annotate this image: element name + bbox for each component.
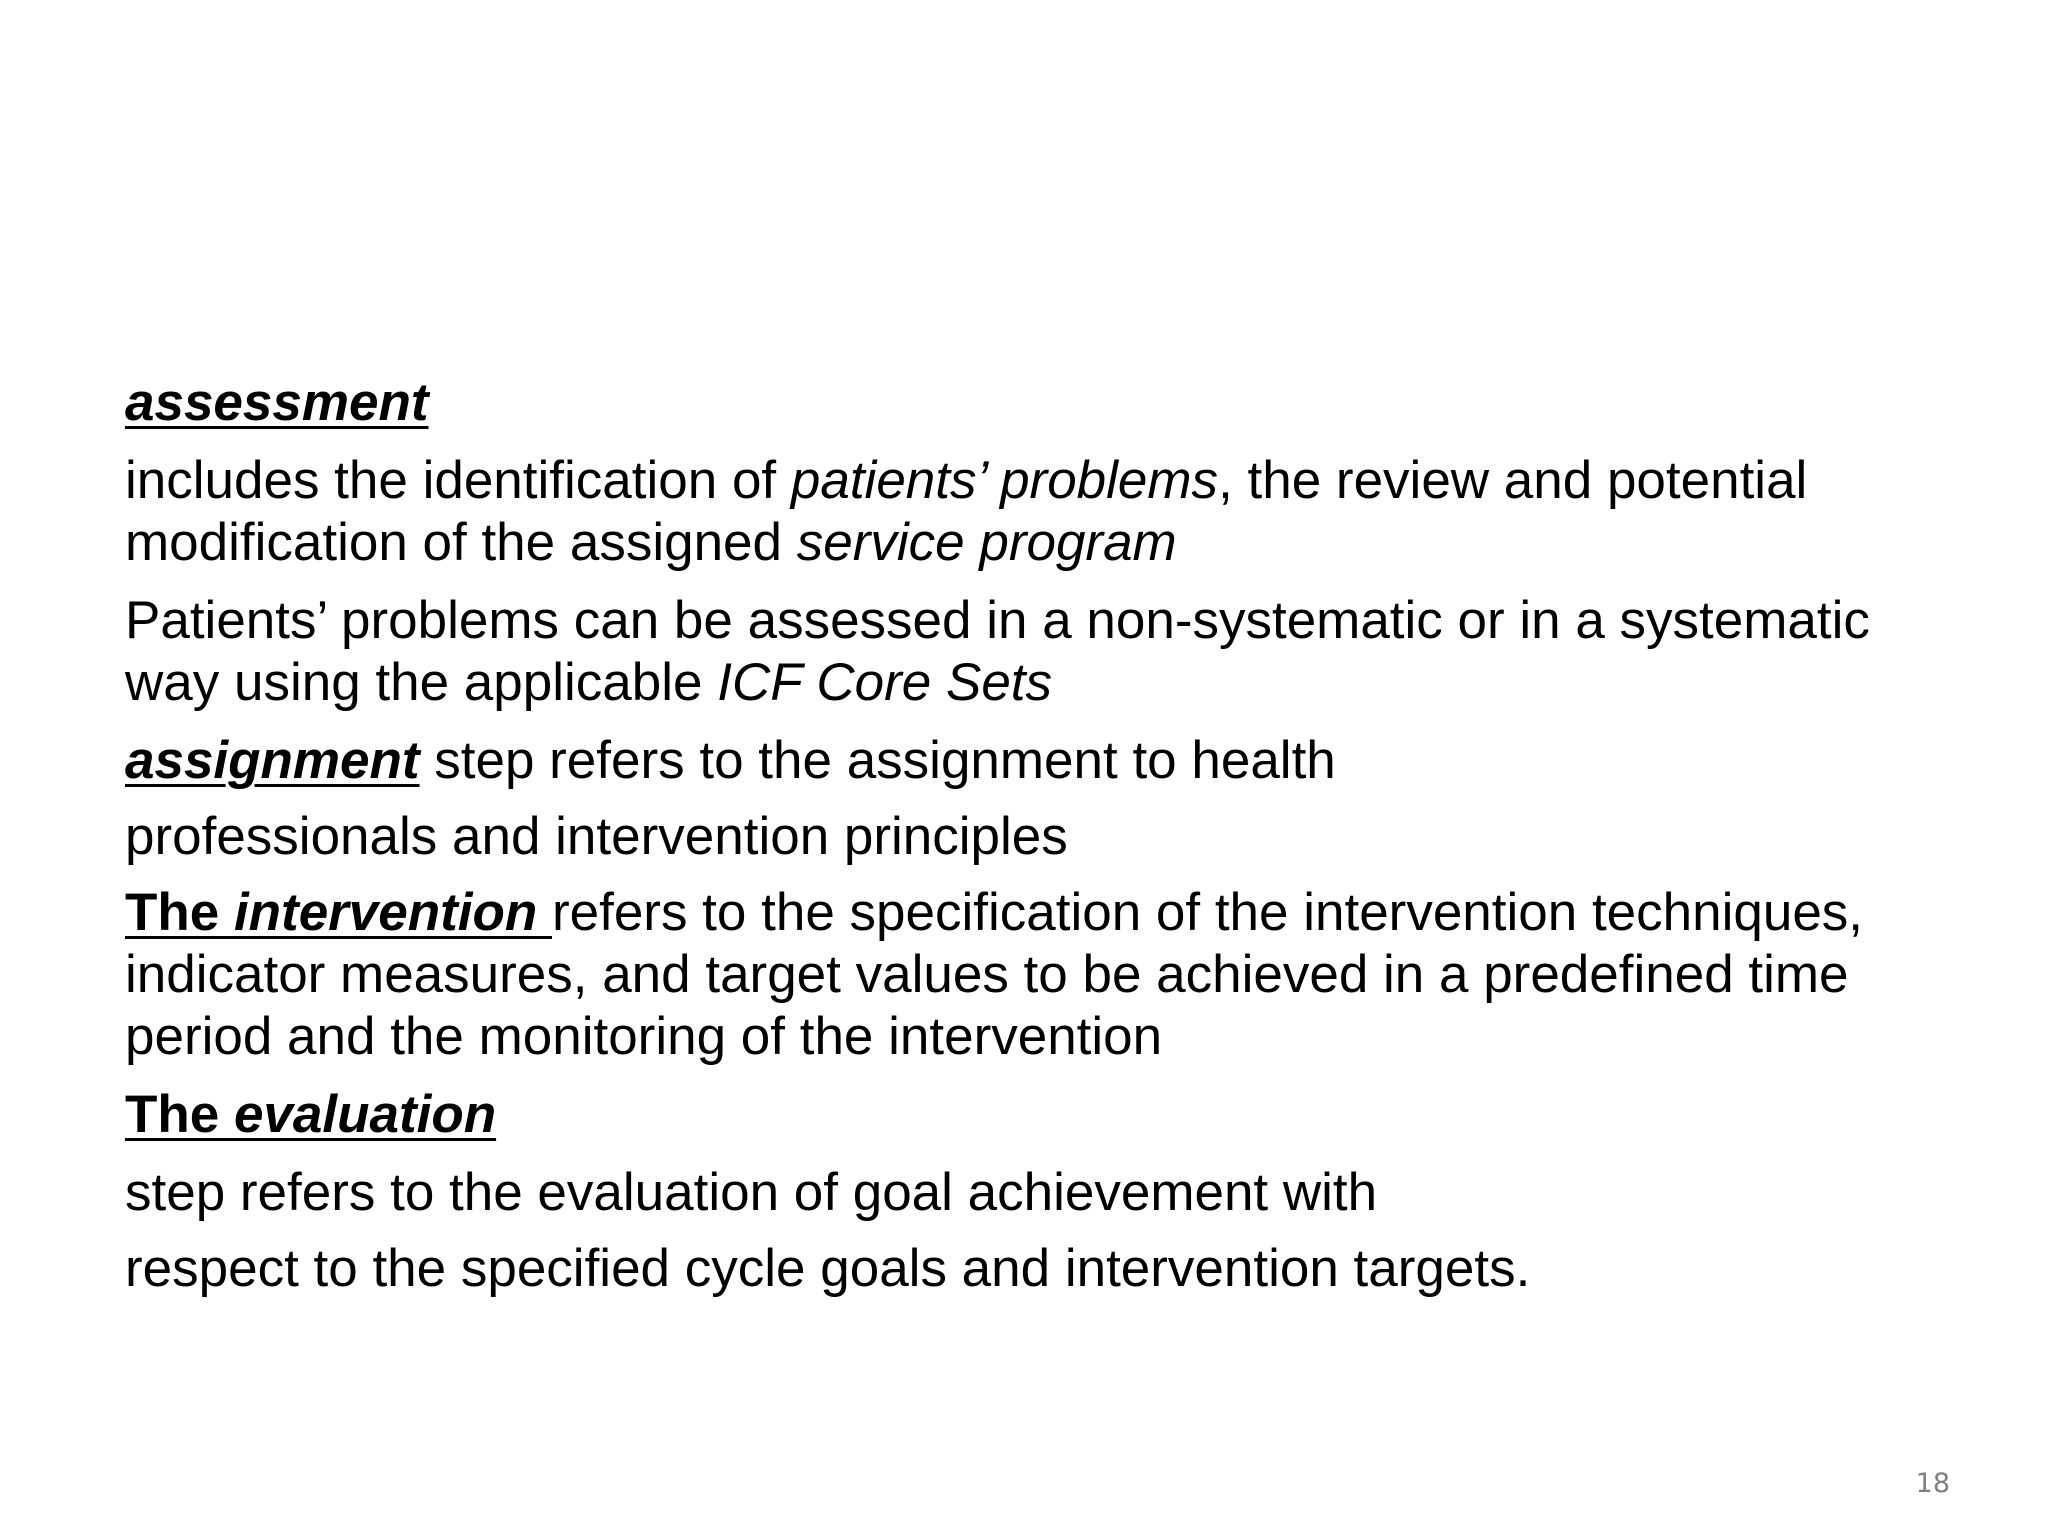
assignment-paragraph-2: professionals and intervention principles [125, 807, 1068, 866]
page-number: 18 [1915, 1468, 1950, 1499]
intervention-paragraph: The intervention refers to the specification of the intervention techniques, indicator measures, and target values to be achieved in a predefined time period and the monitoring of the intervention [125, 883, 1864, 1066]
evaluation-paragraph: step refers to the evaluation of goal achievement with [125, 1163, 1378, 1222]
assignment-heading: assignment [125, 731, 420, 790]
intervention-heading: The intervention [125, 883, 552, 942]
evaluation-paragraph-2: respect to the specified cycle goals and intervention targets. [125, 1239, 1531, 1298]
evaluation-heading: The evaluation [125, 1085, 497, 1144]
assessment-paragraph: includes the identification of patients’ problems, the review and potential modification of the assigned service program [125, 451, 1808, 572]
assignment-paragraph: assignment step refers to the assignment to health [125, 731, 1336, 790]
assessment-heading: assessment [125, 373, 429, 432]
slide-body [125, 372, 1925, 1300]
patients-paragraph: Patients’ problems can be assessed in a non-systematic or in a systematic way using the applicable ICF Core Sets [125, 591, 1870, 712]
